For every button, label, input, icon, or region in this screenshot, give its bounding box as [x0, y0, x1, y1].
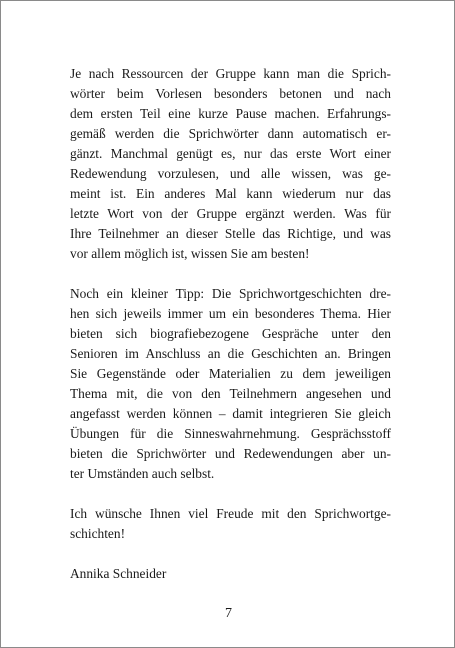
paragraph-closing	[70, 504, 391, 544]
body-text	[70, 64, 391, 584]
text-line: Ihre Teilnehmer an dieser Stelle das Richtige, und was	[70, 226, 391, 241]
text-line: Übungen für die Sinneswahrnehmung. Gesprächsstoff	[70, 426, 391, 441]
text-line: Sie Gegenstände oder Materialien zu dem jeweiligen	[70, 366, 391, 381]
author-signature: Annika Schneider	[70, 566, 167, 581]
text-line: dem ersten Teil eine kurze Pause machen. Erfahrungs-	[70, 106, 391, 121]
text-line: ter Umständen auch selbst.	[70, 466, 215, 481]
paragraph-tip	[70, 284, 391, 484]
text-line: meint ist. Ein anderes Mal kann wiederum nur das	[70, 186, 391, 201]
text-line: Ich wünsche Ihnen viel Freude mit den Sprichwortge-	[70, 506, 391, 521]
text-line: Je nach Ressourcen der Gruppe kann man die Sprich-	[70, 66, 391, 81]
text-line: gänzt. Manchmal genügt es, nur das erste Wort einer	[70, 146, 391, 161]
text-line: vor allem möglich ist, wissen Sie am besten!	[70, 246, 310, 261]
text-line: Noch ein kleiner Tipp: Die Sprichwortgeschichten dre-	[70, 286, 391, 301]
text-line: letzte Wort von der Gruppe ergänzt werden. Was für	[70, 206, 391, 221]
page-number: 7	[225, 606, 232, 621]
text-line: schichten!	[70, 526, 126, 541]
text-line: angefasst werden können – damit integrieren Sie gleich	[70, 406, 391, 421]
text-line: gemäß werden die Sprichwörter dann automatisch er-	[70, 126, 391, 141]
text-line: bieten sich biografiebezogene Gespräche unter den	[70, 326, 391, 341]
text-line: Thema mit, die von den Teilnehmern angesehen und	[70, 386, 391, 401]
text-line: bieten die Sprichwörter und Redewendungen aber un-	[70, 446, 391, 461]
paragraph-intro	[70, 64, 391, 264]
text-line: wörter beim Vorlesen besonders betonen und nach	[70, 86, 391, 101]
text-line: hen sich jeweils immer um ein besonderes Thema. Hier	[70, 306, 391, 321]
text-line: Senioren im Anschluss an die Geschichten an. Bringen	[70, 346, 391, 361]
text-line: Redewendung vorzulesen, und alle wissen, was ge-	[70, 166, 391, 181]
